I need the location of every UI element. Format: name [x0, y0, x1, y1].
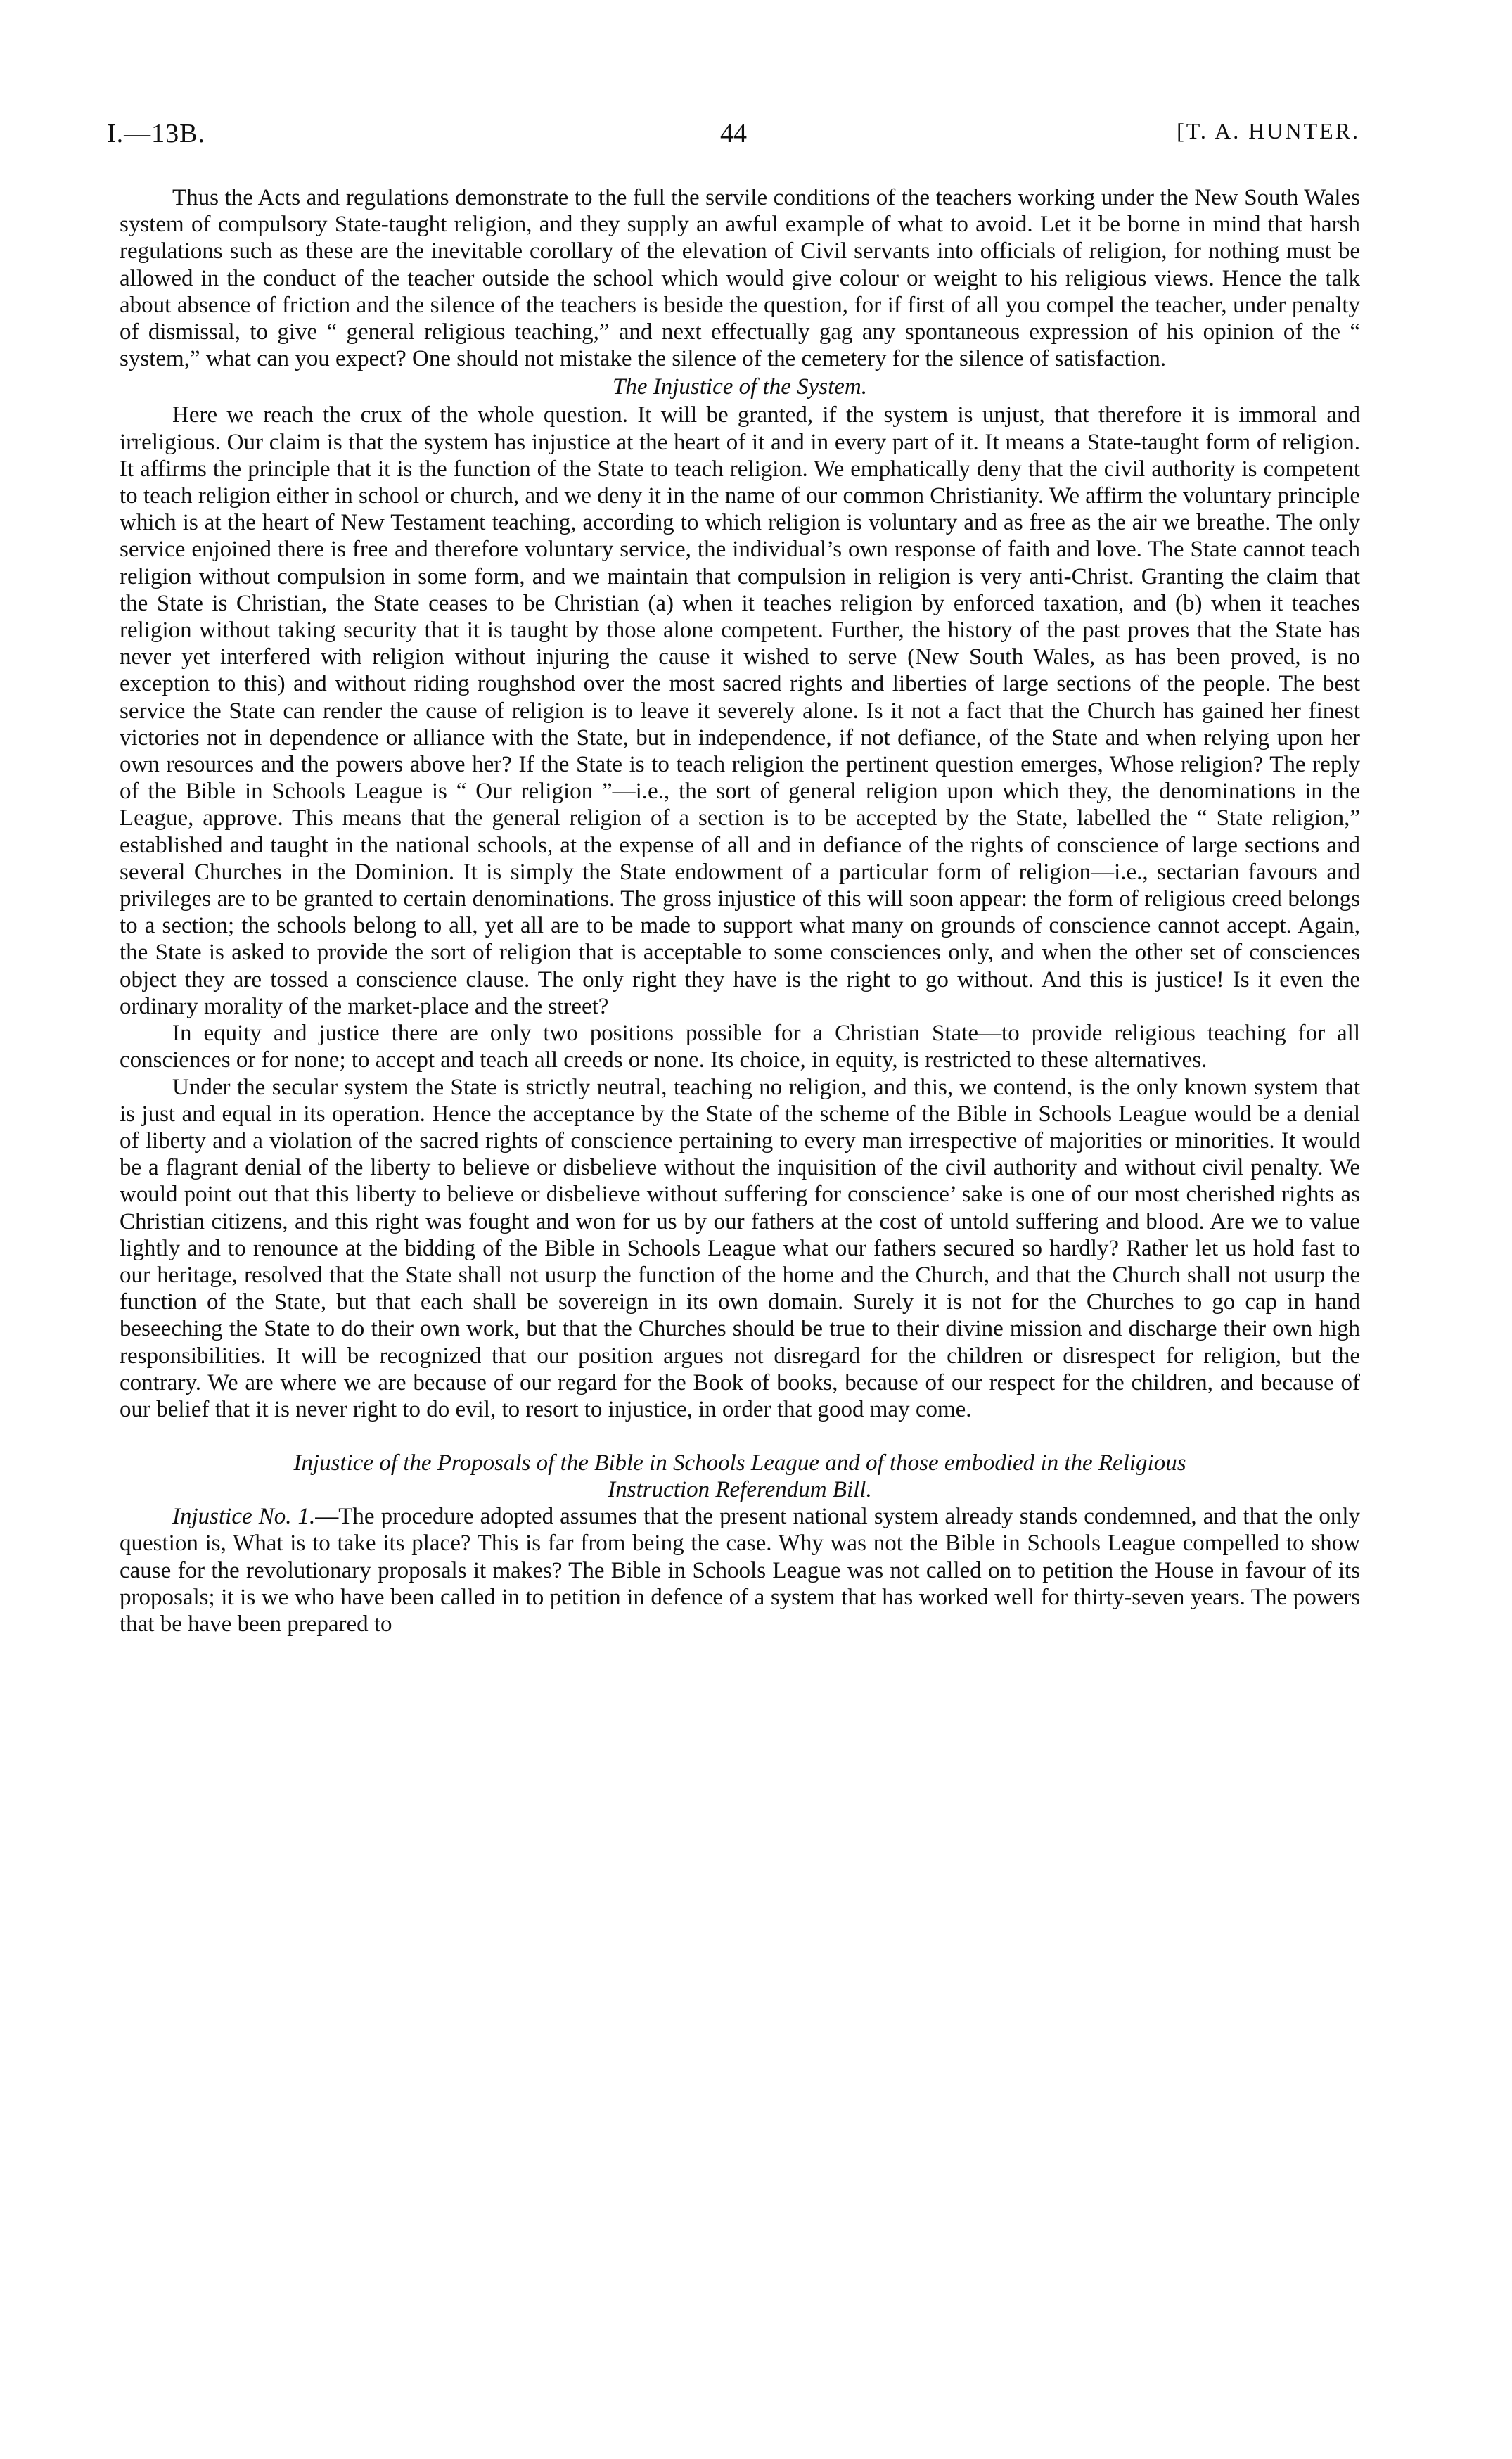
- paragraph-secular-system: Under the secular system the State is strictly neutral, teaching no religion, and this, we contend, is the only known system that is just and equal in its operation. Hence the acceptance by the State of the scheme of the Bible in Schools League would be a denial of liberty and a violation of the sacred rights of conscience pertaining to every man irrespective of majorities or minorities. It would be a flagrant denial of the liberty to believe or disbelieve without the inquisition of the civil authority and without civil penalty. We would point out that this liberty to believe or disbelieve without suffering for conscience’ sake is one of our most cherished rights as Christian citizens, and this right was fought and won for us by our fathers at the cost of untold suffering and blood. Are we to value lightly and to renounce at the bidding of the Bible in Schools League what our fathers secured so hardly? Rather let us hold fast to our heritage, resolved that the State shall not usurp the function of the home and the Church, and that the Church shall not usurp the function of the State, but that each shall be sovereign in its own domain. Surely it is not for the Churches to go cap in hand beseeching the State to do their own work, but that the Churches should be true to their divine mission and discharge their own high responsibilities. It will be recognized that our position argues not disregard for the children or disrespect for religion, but the contrary. We are where we are because of our regard for the Book of books, because of our respect for the children, and because of our belief that it is never right to do evil, to resort to injustice, in order that good may come.: [120, 1074, 1360, 1422]
- section-heading-line-2: Instruction Referendum Bill.: [608, 1477, 872, 1503]
- page-header: [107, 118, 1360, 153]
- paragraph-injustice-no-1: [120, 1503, 1360, 1637]
- section-heading-line-1: Injustice of the Proposals of the Bible in Schools League and of those embodied in the Religious: [293, 1450, 1186, 1476]
- body-text: [120, 184, 1360, 1637]
- paragraph-equity-and-justice: In equity and justice there are only two positions possible for a Christian State—to provide religious teaching for all consciences or for none; to accept and teach all creeds or none. Its choice, in equity, is restricted to these alternatives.: [120, 1021, 1360, 1073]
- paragraph-crux-of-question: Here we reach the crux of the whole question. It will be granted, if the system is unjust, that therefore it is immoral and irreligious. Our claim is that the system has injustice at the heart of it and in every part of it. It means a State-taught form of religion. It affirms the principle that it is the function of the State to teach religion. We emphatically deny that the civil authority is competent to teach religion either in school or church, and we deny it in the name of our common Christianity. We affirm the voluntary principle which is at the heart of New Testament teaching, according to which religion is voluntary and as free as the air we breathe. The only service enjoined there is free and therefore voluntary service, the individual’s own response of faith and love. The State cannot teach religion without compulsion in some form, and we maintain that compulsion in religion is very anti-Christ. Granting the claim that the State is Christian, the State ceases to be Christian (a) when it teaches religion by enforced taxation, and (b) when it teaches religion without taking security that it is taught by those alone competent. Further, the history of the past proves that the State has never yet interfered with religion without injuring the cause it wished to serve (New South Wales, as has been proved, is no exception to this) and without riding roughshod over the most sacred rights and liberties of large sections of the people. The best service the State can render the cause of religion is to leave it severely alone. Is it not a fact that the Church has gained her finest victories not in dependence or alliance with the State, but in independence, if not defiance, of the State and when relying upon her own resources and the powers above her? If the State is to teach religion the pertinent question emerges, Whose religion? The reply of the Bible in Schools League is “ Our religion ”—i.e., the sort of general religion upon which they, the denominations in the League, approve. This means that the general religion of a section is to be accepted by the State, labelled the “ State religion,” established and taught in the national schools, at the expense of all and in defiance of the rights of conscience of large sections and several Churches in the Dominion. It is simply the State endowment of a particular form of religion—i.e., sectarian favours and privileges are to be granted to certain denominations. The gross injustice of this will soon appear: the form of religious creed belongs to a section; the schools belong to all, yet all are to be made to support what many on grounds of conscience cannot accept. Again, the State is asked to provide the sort of religion that is acceptable to some consciences only, and when the other set of consciences object they are tossed a conscience clause. The only right they have is the right to go without. And this is justice! Is it even the ordinary morality of the market-place and the street?: [120, 402, 1360, 1019]
- section-heading-injustice-of-system: The Injustice of the System.: [612, 374, 867, 400]
- injustice-no-1-text: —The procedure adopted assumes that the present national system already stands condemned, and that the only question is, What is to take its place? This is far from being the case. Why was not the Bible in Schools League compelled to show cause for the revolutionary proposals it makes? The Bible in Schools League was not called on to petition the House in favour of its proposals; it is we who have been called in to petition in defence of a system that has worked well for thirty-seven years. The powers that be have been prepared to: [120, 1504, 1360, 1637]
- injustice-number-label: Injustice No. 1.: [172, 1504, 316, 1530]
- paragraph-teachers-conditions: Thus the Acts and regulations demonstrate to the full the servile conditions of the teachers working under the New South Wales system of compulsory State-taught religion, and they supply an awful example of what to avoid. Let it be borne in mind that harsh regulations such as these are the inevitable corollary of the elevation of Civil servants into officials of religion, for nothing must be allowed in the conduct of the teacher outside the school which would give colour or weight to his religious views. Hence the talk about absence of friction and the silence of the teachers is beside the question, for if first of all you compel the teacher, under penalty of dismissal, to give “ general religious teaching,” and next effectually gag any spontaneous expression of his opinion of the “ system,” what can you expect? One should not mistake the silence of the cemetery for the silence of satisfaction.: [120, 185, 1360, 372]
- paper-reference: I.—13B.: [107, 119, 205, 148]
- page-number: 44: [720, 119, 747, 148]
- section-heading-injustice-of-proposals: [120, 1450, 1360, 1503]
- witness-name: [T. A. HUNTER.: [1177, 118, 1360, 143]
